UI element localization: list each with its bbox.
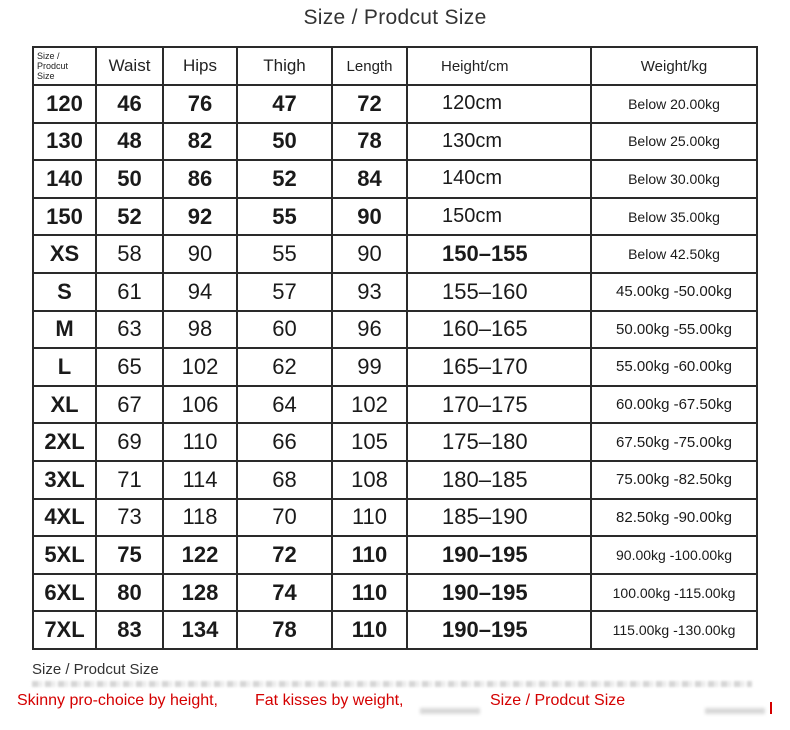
- blurred-text-line: [32, 681, 752, 687]
- size-cell: 3XL: [33, 461, 96, 499]
- height-cell: 190–195: [407, 611, 591, 649]
- hips-cell: 102: [163, 348, 237, 386]
- length-cell: 105: [332, 423, 407, 461]
- weight-cell: Below 42.50kg: [591, 235, 757, 273]
- size-cell: 2XL: [33, 423, 96, 461]
- waist-cell: 75: [96, 536, 163, 574]
- height-cell: 130cm: [407, 123, 591, 161]
- size-cell: 4XL: [33, 499, 96, 537]
- length-cell: 110: [332, 499, 407, 537]
- size-cell: 150: [33, 198, 96, 236]
- waist-cell: 52: [96, 198, 163, 236]
- size-cell: 5XL: [33, 536, 96, 574]
- hips-cell: 98: [163, 311, 237, 349]
- hips-cell: 92: [163, 198, 237, 236]
- waist-cell: 63: [96, 311, 163, 349]
- table-row: [33, 85, 757, 123]
- waist-cell: 48: [96, 123, 163, 161]
- thigh-cell: 64: [237, 386, 332, 424]
- waist-cell: 73: [96, 499, 163, 537]
- length-cell: 93: [332, 273, 407, 311]
- weight-cell: 115.00kg -130.00kg: [591, 611, 757, 649]
- height-cell: 180–185: [407, 461, 591, 499]
- height-cell: 175–180: [407, 423, 591, 461]
- length-cell: 72: [332, 85, 407, 123]
- thigh-cell: 78: [237, 611, 332, 649]
- waist-cell: 69: [96, 423, 163, 461]
- height-cell: 160–165: [407, 311, 591, 349]
- waist-cell: 46: [96, 85, 163, 123]
- size-cell: 140: [33, 160, 96, 198]
- thigh-cell: 62: [237, 348, 332, 386]
- table-row: [33, 160, 757, 198]
- weight-cell: Below 30.00kg: [591, 160, 757, 198]
- hips-cell: 86: [163, 160, 237, 198]
- hips-cell: 82: [163, 123, 237, 161]
- length-cell: 90: [332, 198, 407, 236]
- table-row: [33, 611, 757, 649]
- header-waist: Waist: [96, 47, 163, 85]
- table-row: [33, 311, 757, 349]
- thigh-cell: 52: [237, 160, 332, 198]
- size-cell: 120: [33, 85, 96, 123]
- length-cell: 110: [332, 611, 407, 649]
- hips-cell: 106: [163, 386, 237, 424]
- thigh-cell: 60: [237, 311, 332, 349]
- table-header-row: [33, 47, 757, 85]
- size-cell: 6XL: [33, 574, 96, 612]
- caption-size-label: Size / Prodcut Size: [490, 692, 626, 709]
- table-row: [33, 499, 757, 537]
- thigh-cell: 47: [237, 85, 332, 123]
- table-row: [33, 461, 757, 499]
- red-mark: [770, 702, 772, 714]
- length-cell: 84: [332, 160, 407, 198]
- weight-cell: 75.00kg -82.50kg: [591, 461, 757, 499]
- height-cell: 190–195: [407, 574, 591, 612]
- length-cell: 99: [332, 348, 407, 386]
- thigh-cell: 72: [237, 536, 332, 574]
- hips-cell: 128: [163, 574, 237, 612]
- header-hips: Hips: [163, 47, 237, 85]
- hips-cell: 90: [163, 235, 237, 273]
- hips-cell: 134: [163, 611, 237, 649]
- waist-cell: 67: [96, 386, 163, 424]
- hips-cell: 114: [163, 461, 237, 499]
- weight-cell: 50.00kg -55.00kg: [591, 311, 757, 349]
- height-cell: 155–160: [407, 273, 591, 311]
- header-size-line: Prodcut: [37, 61, 69, 71]
- size-cell: XS: [33, 235, 96, 273]
- table-row: [33, 536, 757, 574]
- height-cell: 185–190: [407, 499, 591, 537]
- table-row: [33, 574, 757, 612]
- weight-cell: Below 20.00kg: [591, 85, 757, 123]
- weight-cell: Below 25.00kg: [591, 123, 757, 161]
- table-row: [33, 423, 757, 461]
- size-cell: 7XL: [33, 611, 96, 649]
- size-cell: S: [33, 273, 96, 311]
- thigh-cell: 55: [237, 235, 332, 273]
- size-cell: 130: [33, 123, 96, 161]
- thigh-cell: 50: [237, 123, 332, 161]
- waist-cell: 83: [96, 611, 163, 649]
- header-length: Length: [332, 47, 407, 85]
- weight-cell: 67.50kg -75.00kg: [591, 423, 757, 461]
- table-row: [33, 348, 757, 386]
- length-cell: 102: [332, 386, 407, 424]
- height-cell: 140cm: [407, 160, 591, 198]
- table-row: [33, 123, 757, 161]
- height-cell: 170–175: [407, 386, 591, 424]
- length-cell: 110: [332, 536, 407, 574]
- header-weight: Weight/kg: [591, 47, 757, 85]
- thigh-cell: 66: [237, 423, 332, 461]
- thigh-cell: 68: [237, 461, 332, 499]
- waist-cell: 61: [96, 273, 163, 311]
- thigh-cell: 57: [237, 273, 332, 311]
- hips-cell: 94: [163, 273, 237, 311]
- table-row: [33, 235, 757, 273]
- blurred-smudge: [705, 708, 765, 714]
- header-height: Height/cm: [407, 47, 591, 85]
- header-size-line: Size: [37, 71, 55, 81]
- weight-cell: 90.00kg -100.00kg: [591, 536, 757, 574]
- weight-cell: 82.50kg -90.00kg: [591, 499, 757, 537]
- hips-cell: 76: [163, 85, 237, 123]
- waist-cell: 58: [96, 235, 163, 273]
- table-row: [33, 386, 757, 424]
- height-cell: 190–195: [407, 536, 591, 574]
- length-cell: 108: [332, 461, 407, 499]
- weight-cell: 100.00kg -115.00kg: [591, 574, 757, 612]
- header-size: [33, 47, 96, 85]
- height-cell: 150–155: [407, 235, 591, 273]
- weight-cell: 55.00kg -60.00kg: [591, 348, 757, 386]
- height-cell: 165–170: [407, 348, 591, 386]
- footer-note: Size / Prodcut Size: [32, 661, 159, 678]
- thigh-cell: 55: [237, 198, 332, 236]
- page-title: Size / Prodcut Size: [303, 6, 487, 29]
- length-cell: 90: [332, 235, 407, 273]
- size-chart-table: [32, 46, 758, 650]
- waist-cell: 65: [96, 348, 163, 386]
- waist-cell: 71: [96, 461, 163, 499]
- hips-cell: 122: [163, 536, 237, 574]
- header-size-line: Size /: [37, 51, 60, 61]
- waist-cell: 50: [96, 160, 163, 198]
- table-row: [33, 198, 757, 236]
- blurred-smudge: [420, 708, 480, 714]
- header-thigh: Thigh: [237, 47, 332, 85]
- length-cell: 96: [332, 311, 407, 349]
- thigh-cell: 70: [237, 499, 332, 537]
- thigh-cell: 74: [237, 574, 332, 612]
- hips-cell: 118: [163, 499, 237, 537]
- size-cell: L: [33, 348, 96, 386]
- height-cell: 120cm: [407, 85, 591, 123]
- table-row: [33, 273, 757, 311]
- weight-cell: 45.00kg -50.00kg: [591, 273, 757, 311]
- waist-cell: 80: [96, 574, 163, 612]
- weight-cell: 60.00kg -67.50kg: [591, 386, 757, 424]
- caption-weight-advice: Fat kisses by weight,: [255, 692, 404, 709]
- weight-cell: Below 35.00kg: [591, 198, 757, 236]
- size-cell: XL: [33, 386, 96, 424]
- hips-cell: 110: [163, 423, 237, 461]
- size-cell: M: [33, 311, 96, 349]
- height-cell: 150cm: [407, 198, 591, 236]
- length-cell: 78: [332, 123, 407, 161]
- caption-height-advice: Skinny pro-choice by height,: [17, 692, 218, 709]
- length-cell: 110: [332, 574, 407, 612]
